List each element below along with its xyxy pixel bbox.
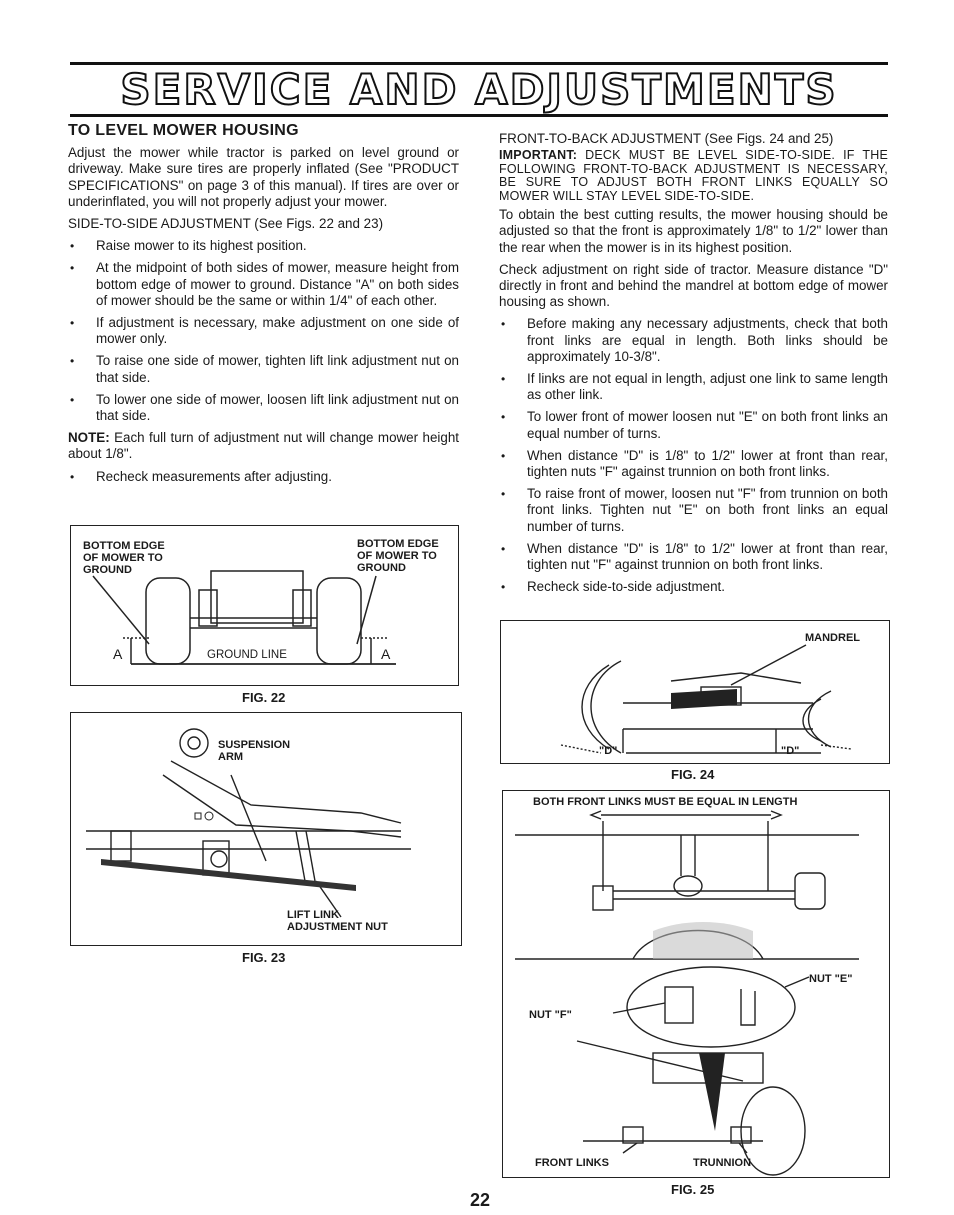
front-to-back-list xyxy=(499,316,888,595)
paragraph-best-results: To obtain the best cutting results, the mower housing should be adjusted so that the front is approximately 1/8" to 1/2" lower than the rear when the mower is in its highest position. xyxy=(499,207,888,255)
figure-24 xyxy=(500,620,890,764)
label-nut-f: NUT "F" xyxy=(529,1009,572,1021)
page-title: SERVICE AND ADJUSTMENTS xyxy=(120,65,838,114)
list-item: • If adjustment is necessary, make adjustment on one side of mower only. xyxy=(68,315,459,347)
title-rule xyxy=(70,114,888,117)
important-text: DECK MUST BE LEVEL SIDE-TO-SIDE. IF THE FOLLOWING FRONT-TO-BACK ADJUSTMENT IS NECESSARY, BE SURE TO ADJUST BOTH FRONT LINKS EQUALLY SO MOWER WILL STAY LEVEL SIDE-TO-SIDE. xyxy=(499,148,888,203)
page-number: 22 xyxy=(470,1190,491,1210)
figure-25-caption: FIG. 25 xyxy=(671,1182,715,1197)
label-a-left: A xyxy=(113,646,123,662)
side-to-side-heading: SIDE-TO-SIDE ADJUSTMENT (See Figs. 22 and 23) xyxy=(68,216,384,232)
label-lift-link-nut: LIFT LINK ADJUSTMENT NUT xyxy=(287,909,388,933)
recheck-list xyxy=(68,469,459,485)
figure-25 xyxy=(502,790,890,1178)
list-item: • Raise mower to its highest position. xyxy=(68,238,459,254)
label-suspension-arm: SUSPENSION ARM xyxy=(218,739,291,763)
note-text: Each full turn of adjustment nut will change mower height about 1/8". xyxy=(68,430,459,462)
section-heading: TO LEVEL MOWER HOUSING xyxy=(68,122,299,139)
figure-22-caption: FIG. 22 xyxy=(242,690,286,705)
side-to-side-list xyxy=(68,238,459,424)
label-d-left: "D" xyxy=(599,745,618,757)
label-both-front-links: BOTH FRONT LINKS MUST BE EQUAL IN LENGTH xyxy=(533,796,798,808)
label-ground-line: GROUND LINE xyxy=(207,649,287,661)
right-column xyxy=(499,131,888,601)
list-item: • To raise one side of mower, tighten lift link adjustment nut on that side. xyxy=(68,353,459,385)
front-to-back-heading: FRONT-TO-BACK ADJUSTMENT (See Figs. 24 and 25) xyxy=(499,131,834,146)
label-mandrel: MANDREL xyxy=(805,632,860,644)
label-d-right: "D" xyxy=(781,745,800,757)
label-bottom-edge-right: BOTTOM EDGE OF MOWER TO GROUND xyxy=(357,538,439,574)
intro-paragraph: Adjust the mower while tractor is parked on level ground or driveway. Make sure tires are properly inflated (See "PRODUCT SPECIFICATIONS" on page 3 of this manual). If tires are over or underinflated, you will not properly adjust your mower. xyxy=(68,145,459,209)
list-item: • To lower one side of mower, loosen lift link adjustment nut on that side. xyxy=(68,392,459,424)
list-item: • To lower front of mower loosen nut "E" on both front links an equal number of turns. xyxy=(499,409,888,441)
list-item: • If links are not equal in length, adjust one link to same length as other link. xyxy=(499,371,888,403)
list-item: • Before making any necessary adjustments, check that both front links are equal in length. Both links should be approximately 10-3/8". xyxy=(499,316,888,365)
label-trunnion: TRUNNION xyxy=(693,1157,752,1169)
note-label: NOTE: xyxy=(68,430,110,446)
left-column xyxy=(68,123,459,491)
figure-24-caption: FIG. 24 xyxy=(671,767,715,782)
important-label: IMPORTANT: xyxy=(499,148,578,163)
important-notice xyxy=(499,149,888,203)
figure-23 xyxy=(70,712,462,946)
paragraph-check-adjustment: Check adjustment on right side of tractor. Measure distance "D" directly in front and behind the mandrel at bottom edge of mower housing as shown. xyxy=(499,261,888,310)
figure-23-caption: FIG. 23 xyxy=(242,950,286,965)
note xyxy=(68,430,459,462)
label-a-right: A xyxy=(381,646,391,662)
list-item: • Recheck side-to-side adjustment. xyxy=(499,579,888,595)
label-bottom-edge-left: BOTTOM EDGE OF MOWER TO GROUND xyxy=(83,540,165,576)
list-item: • At the midpoint of both sides of mower, measure height from bottom edge of mower to ground. Distance "A" on both sides of mower should be the same or within 1/4" of each other. xyxy=(68,260,459,309)
list-item: • When distance "D" is 1/8" to 1/2" lower at front than rear, tighten nuts "F" against trunnion on both front links. xyxy=(499,448,888,480)
list-item: • When distance "D" is 1/8" to 1/2" lower at front than rear, tighten nut "F" against trunnion on both front links. xyxy=(499,541,888,573)
figure-22 xyxy=(70,525,459,686)
label-nut-e: NUT "E" xyxy=(809,973,853,985)
list-item: • Recheck measurements after adjusting. xyxy=(68,469,459,485)
list-item: • To raise front of mower, loosen nut "F" from trunnion on both front links. Tighten nut "E" on both front links an equal number of turns. xyxy=(499,486,888,535)
label-front-links: FRONT LINKS xyxy=(535,1157,609,1169)
